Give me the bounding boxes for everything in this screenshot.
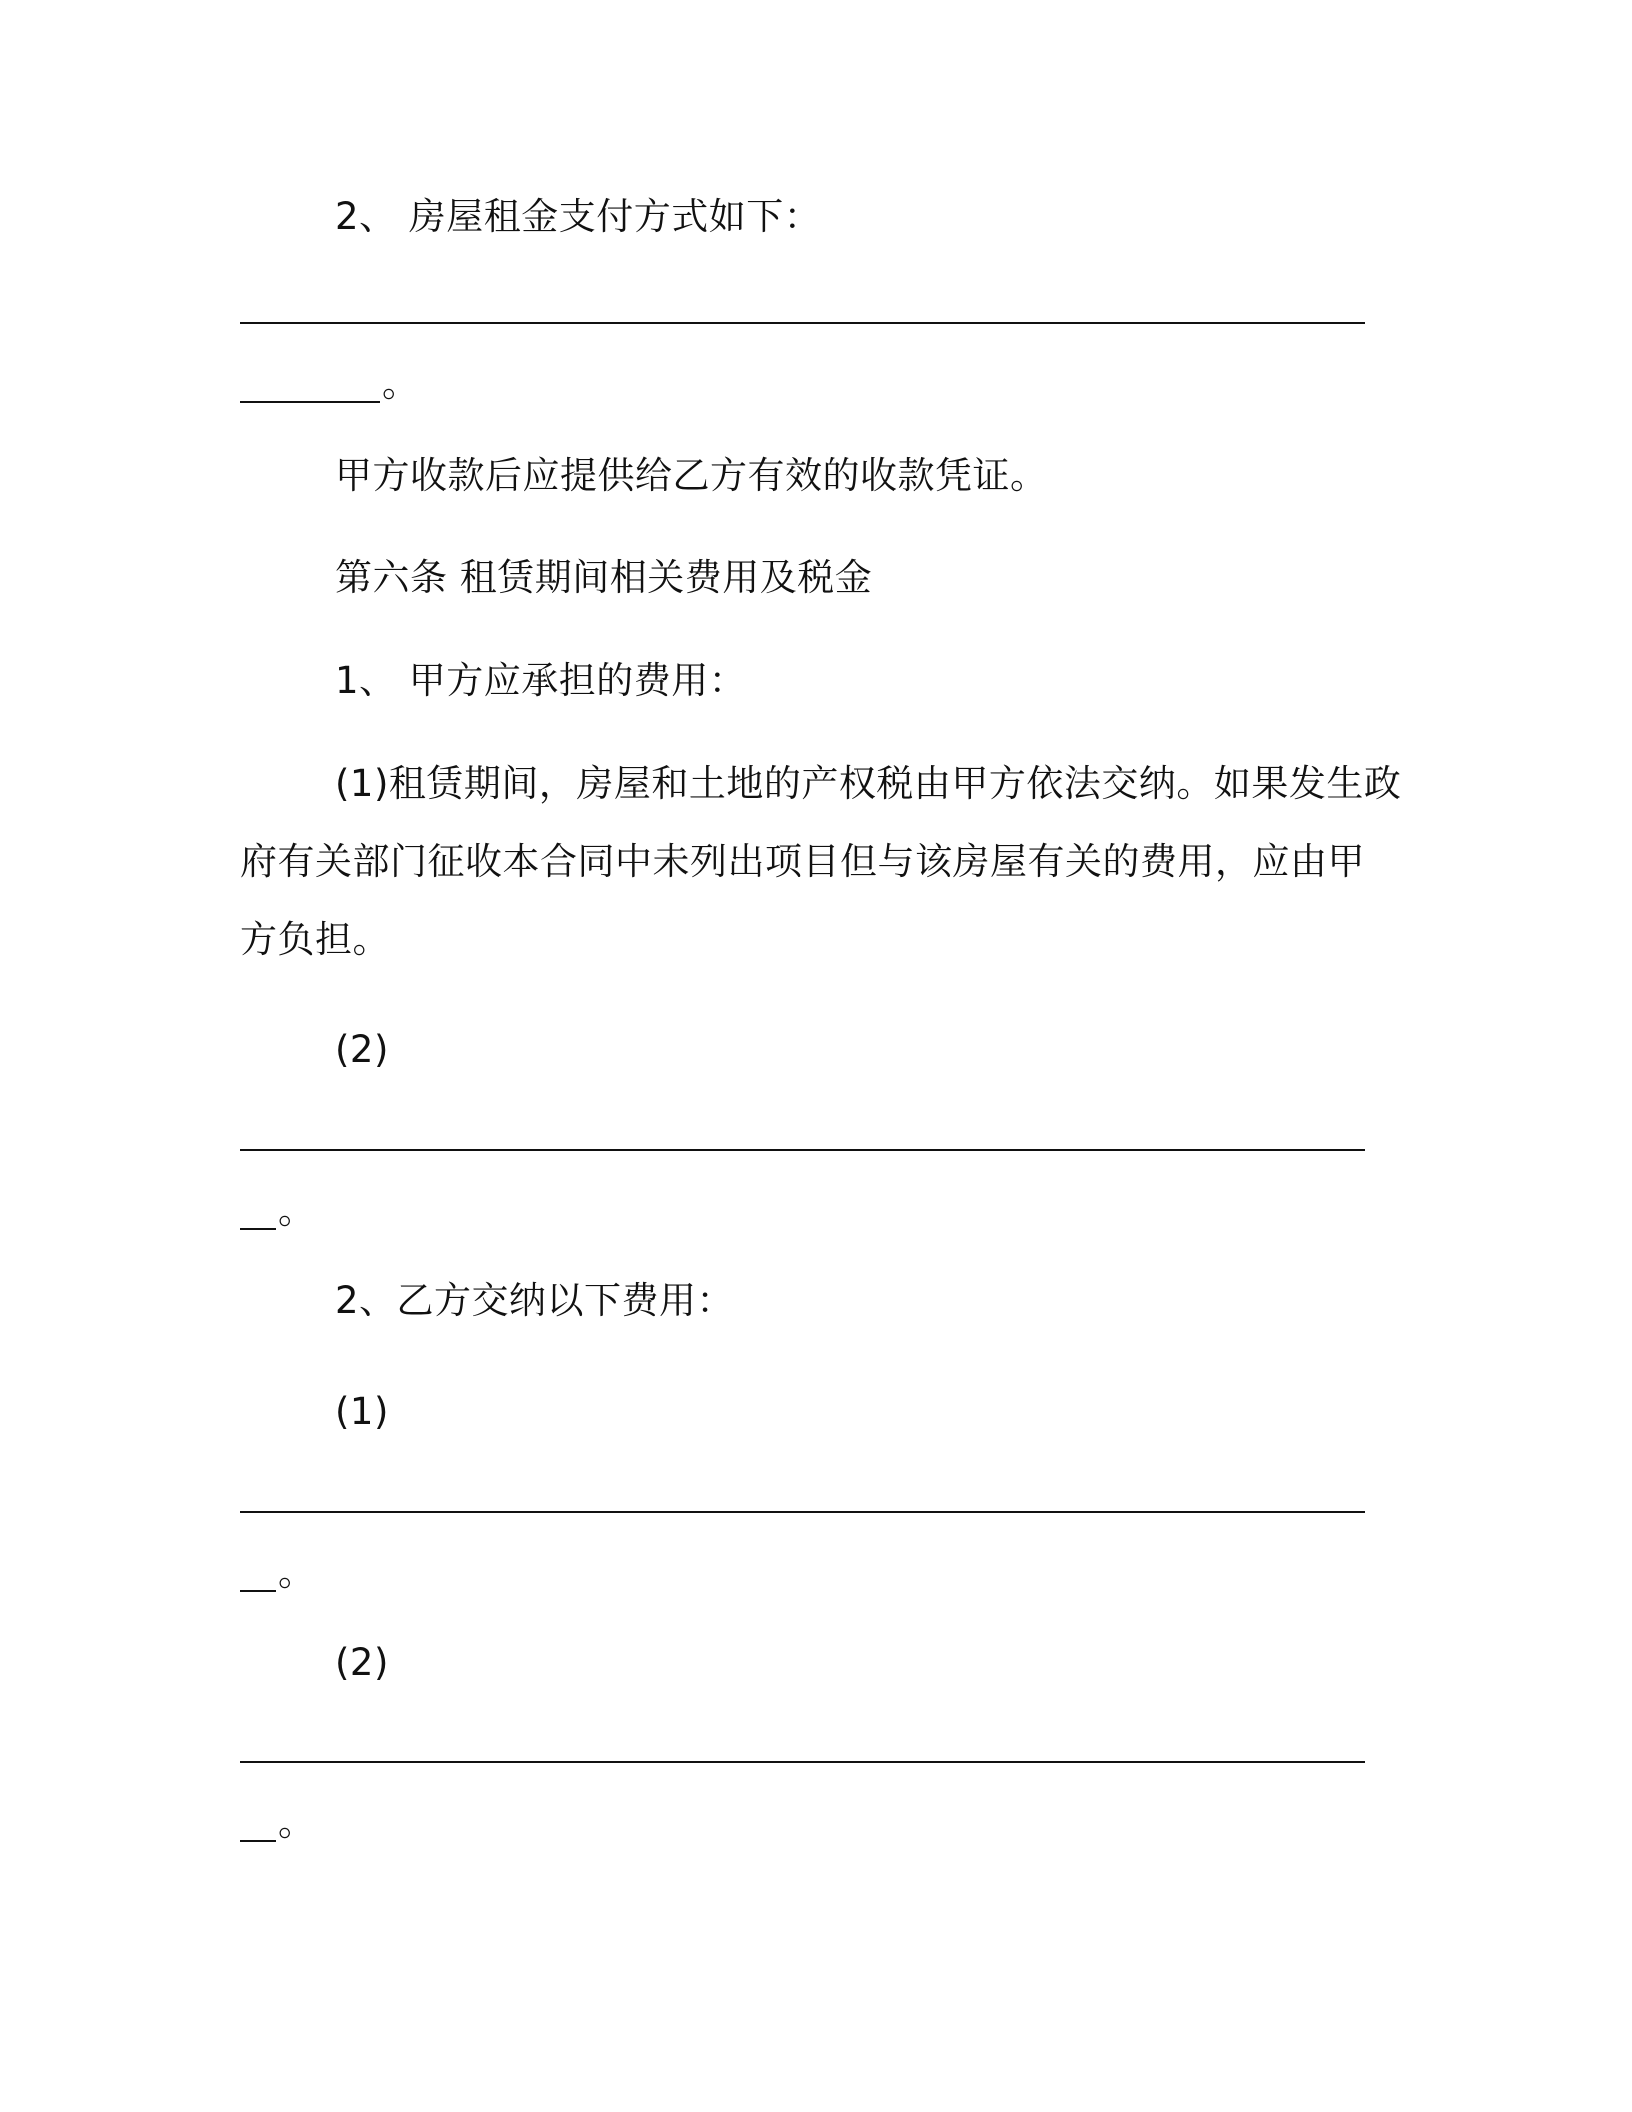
article-six-heading: 第六条 租赁期间相关费用及税金 [335,556,873,599]
rent-payment-period: 。 [382,362,419,405]
rent-payment-method-label: 2、 房屋租金支付方式如下： [335,195,822,238]
party-a-fee-1-line1: (1)租赁期间，房屋和土地的产权税由甲方依法交纳。如果发生政 [335,762,1402,805]
party-a-fee-2-blank-line [240,1095,1365,1173]
party-b-fees-label: 2、乙方交纳以下费用： [335,1279,735,1322]
party-b-fee-2-label: (2) [335,1641,389,1684]
party-b-fee-1-period: 。 [278,1551,315,1594]
party-a-fee-1-line2: 府有关部门征收本合同中未列出项目但与该房屋有关的费用，应由甲 [240,840,1365,883]
party-b-fee-1-blank-line [240,1457,1365,1535]
party-b-fee-1-label: (1) [335,1390,389,1433]
party-b-fee-1-blank-tail [240,1534,315,1612]
party-a-fee-2-period: 。 [278,1189,315,1232]
party-b-fee-2-blank-line [240,1707,1365,1785]
rent-payment-blank-line [240,268,1365,346]
party-a-fee-1-line3: 方负担。 [240,918,390,961]
rent-payment-blank-tail [240,345,419,423]
party-b-fee-2-blank-tail [240,1784,315,1862]
party-a-fee-2-label: (2) [335,1028,389,1071]
party-a-fees-label: 1、 甲方应承担的费用： [335,659,747,702]
receipt-note: 甲方收款后应提供给乙方有效的收款凭证。 [335,454,1048,497]
party-b-fee-2-period: 。 [278,1801,315,1844]
party-a-fee-2-blank-tail [240,1172,315,1250]
